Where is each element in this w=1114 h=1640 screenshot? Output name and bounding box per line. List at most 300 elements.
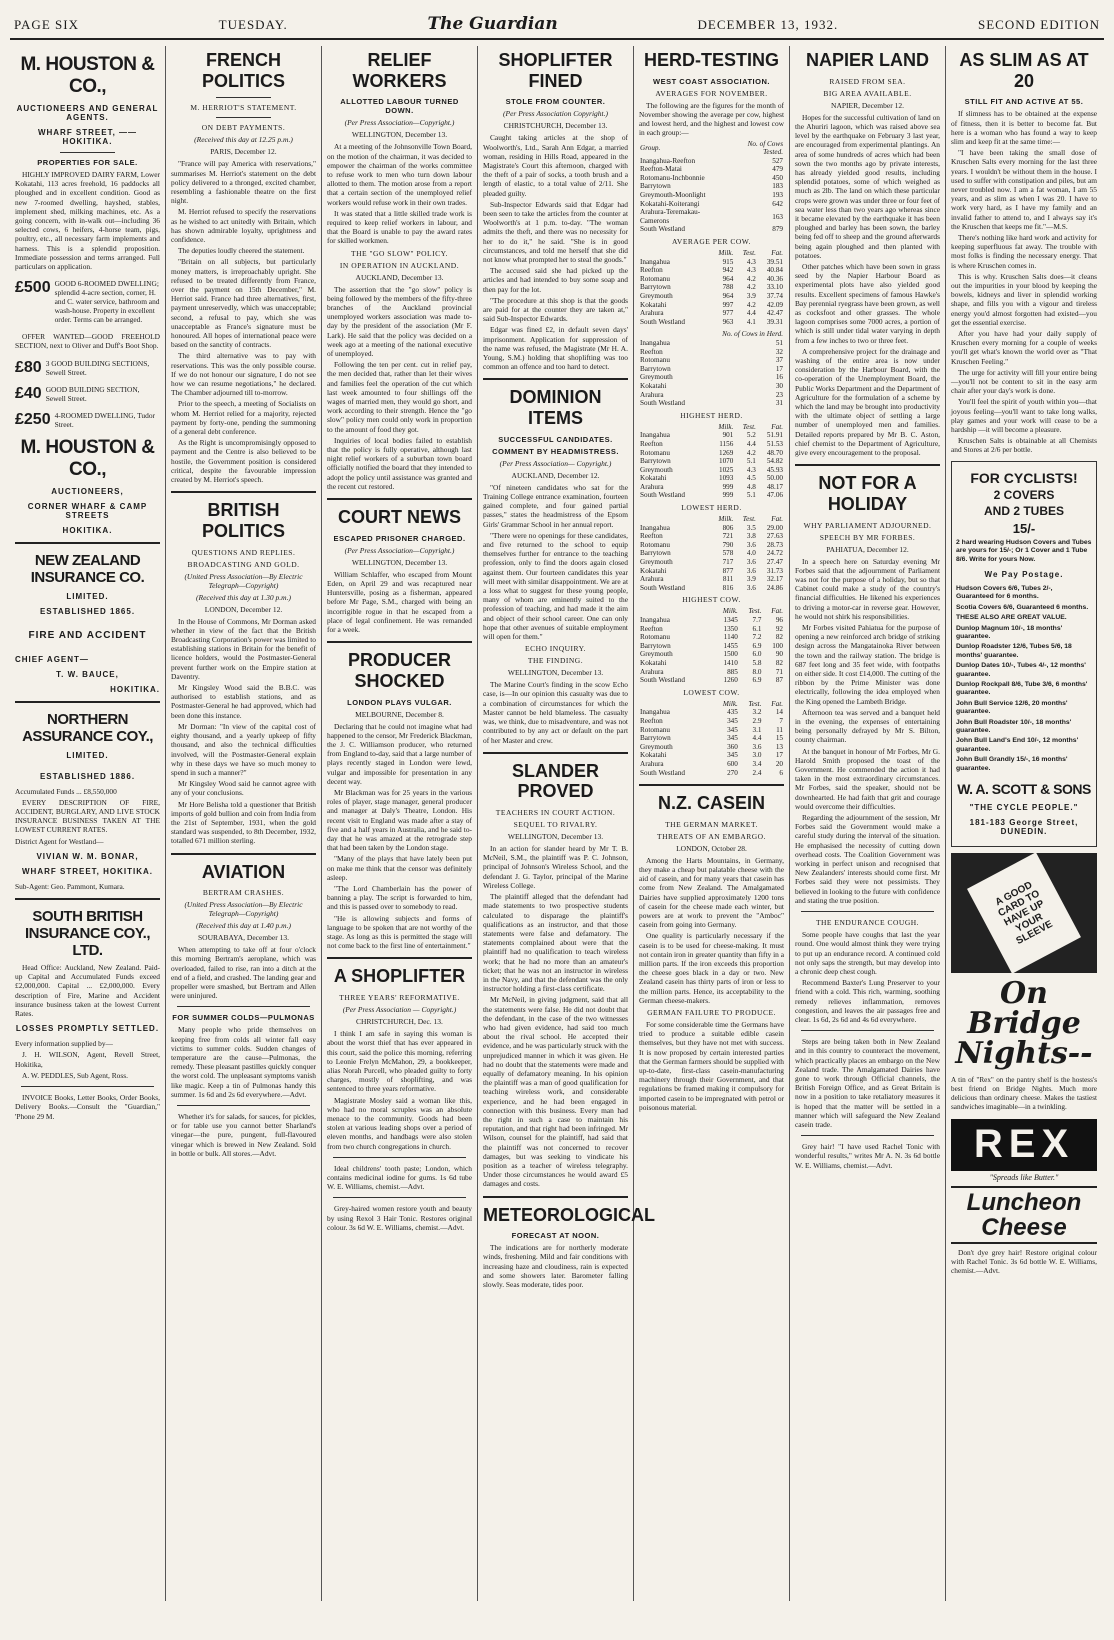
table-header-row [639, 330, 784, 339]
table-cell: 3.9 [746, 575, 756, 584]
table-cell: 479 [772, 165, 783, 174]
table-cell: 816 [722, 583, 734, 592]
northern-funds: Accumulated Funds ... £8,550,000 [15, 786, 117, 796]
article-paragraph: I think I am safe in saying this woman is about the worst thief that has ever appeared in this court, said the police this morning, referring to Leonie Frelyn McMahon, 29, a bookkeeper, alias Norah Purcell, who pleaded guilty to forty charges, mostly of shoplifting, and was sentenced to three years reformative. [327, 1029, 472, 1094]
table-cell: 33.10 [766, 283, 783, 292]
article-subhead: BIG AREA AVAILABLE. [823, 88, 912, 98]
table-cell: Kokatahi [640, 474, 667, 483]
table-cell: Inangahua-Reefton [640, 156, 696, 165]
table-cell: 901 [722, 431, 734, 440]
table-cell: Rotomanu [640, 540, 670, 549]
table-header-cell: Group. [640, 143, 661, 152]
table-cell: 879 [772, 225, 783, 234]
article-subhead: SEQUEL TO RIVALRY. [513, 820, 598, 830]
divider [21, 1086, 154, 1087]
table-cell: 345 [727, 716, 738, 725]
article-headline: AS SLIM AS AT 20 [959, 50, 1089, 91]
table-cell: Barrytown [640, 641, 671, 650]
table-header-cell: Test. [742, 249, 756, 258]
advert-headline: FOR SUMMER COLDS—PULMONAS [172, 1013, 315, 1023]
newspaper-page [10, 8, 1104, 1620]
table-cell: Arahura [640, 390, 664, 399]
table-header-row [639, 423, 784, 432]
table-cell: Inangahua [640, 257, 670, 266]
cyclists-tubes: AND 2 TUBES [983, 503, 1064, 518]
table-cell: 39.31 [766, 317, 783, 326]
table-cell: 1260 [723, 676, 738, 685]
article-headline: N.Z. CASEIN [657, 793, 765, 814]
table-cell: Kokatahi-Koiterangi [640, 199, 700, 208]
table-cell: 790 [722, 540, 734, 549]
table-header-cell: Milk. [718, 422, 734, 431]
divider [483, 378, 628, 380]
page-number: PAGE SIX [14, 17, 79, 32]
table-cell: 4.2 [746, 274, 756, 283]
advert-paragraph: Some people have coughs that last the year round. One would almost think they were trying to put up an endurance record. A continued cold not only saps the strength, but may develop into a chronic deep chest cough. [795, 930, 940, 976]
cyclists-tyre-list [956, 585, 1092, 773]
table-header-cell: Milk. [718, 515, 734, 524]
price-amount: £80 [15, 358, 42, 376]
cyclists-description: 2 hard wearing Hudson Covers and Tubes are yours for 15/-; Or 1 Cover and 1 Tube 8/6. Write for yours Now. [956, 538, 1092, 563]
table-row [639, 449, 784, 458]
table-cell: 14 [775, 708, 783, 717]
northern-description: EVERY DESCRIPTION OF FIRE, ACCIDENT, BURGLARY, AND LIVE STOCK INSURANCE BUSINESS TAKEN AT THE LOWEST CURRENT RATES. [15, 797, 160, 835]
table-cell: Barrytown [640, 734, 671, 743]
table-cell: Arahura [640, 759, 664, 768]
article-paragraph: In a speech here on Saturday evening Mr Forbes said that the adjournment of Parliament was not for the purpose of a holiday, but so that Cabinet could make a study of the country's financial difficulties. He likened his experiences to driving a motor-car in reverse gear. However, he would not shirk his responsibilities. [795, 556, 940, 621]
article-subhead: STOLE FROM COUNTER. [505, 97, 606, 107]
table-row [639, 182, 784, 191]
divider [639, 784, 784, 786]
table-cell: Barrytown [640, 182, 671, 191]
article-credit: (Per Press Association—Copyright.) [344, 545, 455, 555]
table-cell: 3.6 [752, 742, 762, 751]
table-header-cell: No. of Cows in Herd. [722, 330, 783, 339]
south-british-ad-title: SOUTH BRITISH INSURANCE COY., LTD. [24, 908, 151, 960]
nzi-fire-accident: FIRE AND ACCIDENT [28, 629, 147, 641]
table-row [639, 466, 784, 475]
columns [10, 46, 1104, 1601]
advert-paragraph: Many people who pride themselves on keeping free from colds all winter fall easy victims to summer colds. Sudden changes of temperature are the cause—Pulmonas, the remedy. These pleasant pastilles quickly conquer the worst cold. The unpleasant symptoms vanish like magic. Keep a tin of Pulmonas handy this summer. 1s 6d and 2s 6d everywhere.—Advt. [171, 1025, 316, 1099]
table-row [639, 584, 784, 593]
advert-paragraph: The urge for activity will fill your entire being—you'll not be content to sit in the easy arm chair after your day's work is done. [951, 367, 1097, 396]
table-header-cell [639, 423, 709, 432]
table-row [639, 743, 784, 752]
masthead-day: TUESDAY. [218, 17, 288, 32]
article-paragraph: It was stated that a little skilled trade work is required to keep relief workers in labour, and that the Board is unable to pay the award rates for skilled workmen. [327, 208, 472, 246]
advert-subhead: THE ENDURANCE COUGH. [815, 918, 920, 928]
table-cell: Rotomanu [640, 274, 670, 283]
table-cell: 1500 [723, 650, 738, 659]
table-cell: 4.3 [746, 266, 756, 275]
article-paragraph: William Schlaffer, who escaped from Mount Eden, on April 29 and was recaptured near Huntersville, posing as a fisherman, appeared before Mr Page, S.M., charged with being an incorrigible rogue in that he escaped from a place of legal confinement. He was remanded for a week. [327, 569, 472, 634]
table-cell: 31.73 [766, 566, 783, 575]
article-subhead: GERMAN FAILURE TO PRODUCE. [647, 1008, 776, 1018]
tyre-list-item: Dunlop Dates 10/-, Tubes 4/-, 12 months' guarantee. [956, 662, 1086, 678]
table-cell: 6.0 [752, 650, 762, 659]
table-cell: 915 [722, 257, 734, 266]
table-cell: 15 [775, 734, 783, 743]
table-row [639, 668, 784, 677]
table-cell: 811 [722, 575, 734, 584]
table-cell: 7.7 [752, 616, 762, 624]
table-cell: 23 [775, 390, 783, 399]
table-cell: South Westland [640, 491, 686, 500]
cyclists-price: 15/- [1012, 520, 1036, 536]
table-cell: 806 [722, 523, 734, 532]
article-subhead: BERTRAM CRASHES. [202, 888, 285, 898]
table-row [639, 483, 784, 492]
table-cell: Reefton [640, 266, 663, 275]
table-cell: Kokatahi [640, 381, 667, 390]
article-subhead: QUESTIONS AND REPLIES. [191, 547, 296, 557]
table-header-cell: Milk. [722, 699, 738, 708]
table-cell: 4.8 [746, 482, 756, 491]
table-row [639, 157, 784, 166]
tyre-list-item: THESE ALSO ARE GREAT VALUE. [956, 614, 1067, 622]
table-row [639, 457, 784, 466]
article-paragraph: The deputies loudly cheered the statement. [178, 246, 305, 256]
table-cell: 3.2 [752, 708, 762, 717]
table-cell: 48.17 [766, 482, 783, 491]
table-cell: 5.8 [752, 658, 762, 667]
table-row [639, 524, 784, 533]
table-cell: 788 [722, 283, 734, 292]
south-british-text: Head Office: Auckland, New Zealand. Paid-up Capital and Accumulated Funds exceed £2,000,000. Capital ... £2,000,000. Every description of Fire, Marine and Accident insurance business taken at the lowest Current Rates. [15, 963, 160, 1019]
nzi-agent-town: HOKITIKA. [110, 684, 160, 694]
article-paragraph: "The Lord Chamberlain has the power of banning a play. The script is forwarded to him, and this is passed over to somebody to read. [327, 884, 472, 912]
nzi-ad-title: NEW ZEALAND INSURANCE CO. [30, 551, 145, 586]
table-header-cell [639, 330, 701, 339]
masthead-date: DECEMBER 13, 1932. [697, 17, 839, 32]
advert-paragraph: This is why. Kruschen Salts does—it cleans out the impurities in your blood by keeping the bowels, kidneys and liver in splendid working shape, and fills you with a vigour and tireless energy you'd almost forgotten had existed—you get the essential exercise. [951, 271, 1097, 327]
article-subhead: WEST COAST ASSOCIATION. [653, 76, 770, 86]
table-cell: 47.06 [766, 491, 783, 500]
article-dateline: AUCKLAND, December 13. [355, 272, 444, 282]
article-dateline: PARIS, December 12. [210, 147, 277, 157]
article-headline: A SHOPLIFTER [333, 966, 466, 987]
masthead [10, 8, 1104, 40]
article-paragraph: The assertion that the "go slow" policy is being followed by the members of the fifty-three branches of the Auckland provincial unemployed workers association was made to-day by the president of the association (Mr F. Lark). He said that the policy was decided on a week ago at a meeting of the national executive of unemployed. [327, 284, 472, 359]
cyclists-advert [951, 461, 1097, 847]
table-cell: Greymouth-Moonlight [640, 191, 706, 200]
table-cell: Rotomanu [640, 725, 670, 734]
table-cell: 2.9 [752, 716, 762, 725]
table-cell: Arahura-Teremakau-Camerons [640, 208, 701, 225]
article-paragraph: Mr Kingsley Wood said he cannot agree with any of your conclusions. [171, 779, 316, 798]
table-cell: 1350 [723, 624, 738, 633]
article-paragraph: M. Herriot refused to specify the reservations as he wished to act unitedly with Britain, which has shown admirable loyalty, uprightness and confidence. [171, 207, 316, 244]
article-subhead: M. HERRIOT'S STATEMENT. [190, 103, 297, 113]
table-cell: 3.6 [746, 540, 756, 549]
article-subhead: THREATS OF AN EMBARGO. [657, 831, 766, 841]
tyre-list-item: Hudson Covers 6/6, Tubes 2/-, Guaranteed for 6 months. [956, 584, 1053, 601]
article-paragraph: Afternoon tea was served and a banquet held in the evening, the expenses of entertaining being personally defrayed by Mr S. Bilton, county chairman. [795, 707, 940, 745]
table-cell: 37 [775, 356, 783, 365]
south-british-subagent: A. W. PEDDLES, Sub Agent, Ross. [22, 1070, 128, 1080]
highest-cow-table [639, 607, 784, 684]
table-cell: 3.9 [746, 292, 756, 300]
table-cell: 193 [772, 191, 783, 200]
south-british-settled: LOSSES PROMPTLY SETTLED. [15, 1024, 160, 1034]
article-dateline: LONDON, October 28. [676, 843, 747, 853]
scott-subtitle: "THE CYCLE PEOPLE." [969, 803, 1079, 813]
table-row [639, 174, 784, 183]
table-header-cell: Test. [742, 515, 756, 524]
table-cell: South Westland [640, 768, 686, 777]
table-cell: 40.36 [766, 274, 783, 283]
table-cell: 270 [727, 768, 738, 777]
table-cell: 964 [722, 274, 734, 283]
article-subhead: THE GERMAN MARKET. [665, 819, 758, 829]
table-cell: 90 [775, 650, 783, 659]
table-cell: 977 [722, 309, 734, 318]
article-dateline: PAHIATUA, December 12. [826, 544, 909, 554]
article-dateline: WELLINGTON, December 13. [507, 668, 604, 678]
advert-paragraph: Kruschen Salts is obtainable at all Chemists and Stores at 2/6 per bottle. [951, 436, 1097, 455]
houston-ad-title: M. HOUSTON & CO., [20, 436, 155, 480]
article-credit: (Received this day at 12.25 p.m.) [194, 135, 293, 145]
price-amount: £250 [15, 410, 51, 428]
table-header-cell [639, 515, 709, 524]
table-cell: 4.3 [746, 465, 756, 474]
property-listing: HIGHLY IMPROVED DAIRY FARM, Lower Kokatahi, 113 acres freehold, 16 paddocks all ploughed and in excellent condition. Good as new 7-roomed dwelling, hayshed, stables, implement shed, milking machines, etc. As a going concern, with in-walk out—including 36 selected cows, 6 heifers, 4-horse team, pigs, poultry, etc., all necessary farm implements and harness. This is a splendid proposition. Immediate possession and terms arranged. Full particulars on application. [15, 170, 160, 272]
column-1 [10, 46, 166, 1601]
table-row [639, 365, 784, 374]
divider [60, 152, 115, 153]
table-cell: 4.4 [746, 439, 756, 448]
column-3 [322, 46, 478, 1601]
northern-ad-title: NORTHERN ASSURANCE COY., [22, 710, 153, 745]
table-row [639, 726, 784, 735]
table-cell: 1156 [719, 439, 734, 448]
article-subhead: THREE YEARS' REFORMATIVE. [339, 993, 460, 1003]
article-subhead: COMMENT BY HEADMISTRESS. [492, 446, 619, 456]
article-subhead: ALLOTTED LABOUR TURNED DOWN. [340, 97, 459, 116]
table-header-cell: Fat. [771, 515, 783, 524]
table-cell: 435 [727, 708, 738, 717]
table-cell: Rotomanu [640, 448, 670, 457]
divider [171, 491, 316, 493]
table-cell: South Westland [640, 317, 686, 326]
table-row [639, 676, 784, 685]
article-credit: (Per Press Association— Copyright.) [499, 458, 612, 468]
article-paragraph: "Many of the plays that have lately been put on make me think that the censor was definitely asleep. [327, 854, 472, 882]
article-subhead: ON DEBT PAYMENTS. [201, 123, 286, 133]
table-cell: 48.70 [766, 448, 783, 457]
divider [327, 498, 472, 500]
table-row [639, 318, 784, 327]
table-cell: 721 [722, 532, 734, 541]
table-cell: South Westland [640, 676, 686, 685]
northern-agent-label: District Agent for Westland— [15, 836, 104, 846]
advert-paragraph: Ideal childrens' tooth paste; London, which contains medicinal iodine for gums. 1s 6d tube W. E. Williams, chemist.—Advt. [327, 1163, 472, 1192]
table-row [639, 717, 784, 726]
article-dateline: LONDON, December 12. [204, 604, 283, 614]
table-cell: 31 [775, 399, 783, 408]
article-dateline: SOURABAYA, December 13. [198, 933, 289, 943]
table-cell: 87 [775, 676, 783, 685]
divider [483, 752, 628, 754]
article-subhead: SPEECH BY MR FORBES. [819, 532, 916, 542]
advert-paragraph: Don't dye grey hair! Restore original colour with Rachel Tonic. 3s 6d bottle W. E. Williams, chemist.—Advt. [951, 1247, 1097, 1275]
table-cell: 963 [722, 317, 734, 326]
table-cell: Kokatahi [640, 566, 667, 575]
table-row [639, 474, 784, 483]
article-headline: AVIATION [201, 861, 286, 882]
table-header-cell [639, 607, 712, 616]
table-cell: 4.5 [746, 474, 756, 483]
article-subhead: ECHO INQUIRY. [525, 644, 586, 654]
divider [15, 542, 160, 544]
article-headline: BRITISH POLITICS [201, 500, 285, 541]
article-paragraph: Declaring that he could not imagine what had happened to the censor, Mr Frederick Blackman, the J. C. Williamson producer, who returned from England to-day, said that a large number of plays recently staged in London were lewd, vulgar and impossible for presentation in any decent way. [327, 721, 472, 786]
table-cell: 345 [727, 725, 738, 734]
houston-ad-title: M. HOUSTON & CO., [20, 54, 155, 97]
table-cell: 24.86 [766, 583, 783, 592]
table-row [639, 642, 784, 651]
article-paragraph: Inquiries of local bodies failed to establish that the policy is fully operative, although last night relief workers of a suburban town board officially notified the board that they intended to adopt the policy until assistance was granted and the recent cut restored. [327, 435, 472, 491]
northern-address: WHARF STREET, HOKITIKA. [22, 866, 153, 876]
table-cell: 717 [722, 558, 734, 567]
article-dateline: NAPIER, December 12. [831, 100, 904, 110]
advert-paragraph: Recommend Baxter's Lung Preserver to your friend with a cold. This rich, warming, soothing remedy relieves inflammation, removes congestion, and leaves the air passages free and clear. 1s 6d, 2s 6d and 4s 6d everywhere. [795, 978, 940, 1024]
invoice-books-ad: INVOICE Books, Letter Books, Order Books, Delivery Books.—Consult the "Guardian," 'Phone 29 M. [15, 1093, 160, 1121]
article-dateline: WELLINGTON, December 13. [351, 130, 448, 140]
table-cell: 1093 [718, 474, 734, 483]
northern-established: ESTABLISHED 1886. [39, 771, 136, 781]
table-cell: Reefton [640, 716, 663, 725]
column-6 [790, 46, 946, 1601]
south-british-agent: J. H. WILSON, Agent, Revell Street, Hokitika, [15, 1050, 160, 1069]
article-paragraph: Edgar was fined £2, in default seven days' imprisonment. Application for suppression of the name was refused, the Magistrate (Mr H. A. Young, S.M.) holding that shoplifting was too common an offence and too hard to detect. [483, 325, 628, 372]
article-dateline: WELLINGTON, December 13. [351, 557, 448, 567]
tyre-list-item: Dunlop Rockpall 8/6, Tube 3/6, 6 months' guarantee. [956, 680, 1088, 697]
table-cell: 51.53 [766, 439, 783, 448]
south-british-info: Every information supplied by— [15, 1039, 113, 1049]
table-header-cell: Test. [748, 699, 762, 708]
scott-address: 181-183 George Street, DUNEDIN. [969, 818, 1079, 837]
scott-title: W. A. SCOTT & SONS [957, 781, 1091, 798]
table-cell: Reefton [640, 347, 663, 356]
table-header-cell: Fat. [771, 699, 783, 708]
article-subhead: AVERAGES FOR NOVEMBER. [655, 88, 768, 98]
table-row [639, 769, 784, 778]
table-cell: Reefton [640, 624, 663, 633]
table-cell: 3.6 [746, 558, 756, 567]
table-heading: HIGHEST COW. [682, 595, 741, 605]
table-cell: 527 [772, 156, 783, 165]
table-cell: 360 [727, 742, 738, 751]
offer-wanted: OFFER WANTED—GOOD FREEHOLD SECTION, next to Oliver and Duff's Boot Shop. [15, 332, 160, 351]
table-row [639, 558, 784, 567]
divider [177, 1006, 310, 1007]
table-cell: 5.1 [746, 457, 756, 466]
table-cell: 1345 [723, 616, 738, 624]
table-header-cell: Fat. [771, 249, 783, 258]
table-cell: South Westland [640, 225, 686, 234]
table-cell: 82 [775, 633, 783, 642]
table-cell: 20 [775, 759, 783, 768]
table-cell: Kokatahi [640, 300, 667, 309]
table-cell: 942 [722, 266, 734, 275]
price-listing [15, 359, 160, 377]
article-subhead: RAISED FROM SEA. [829, 76, 906, 86]
divider [801, 1135, 934, 1136]
article-paragraph: As the Right is uncompromisingly opposed to payment and the Centre is also believed to be hostile, the Government position is considered critical, despite the favourable impression created by M. Herriot's speech. [171, 438, 316, 485]
table-row [639, 283, 784, 292]
article-paragraph: Mr Blackman was for 25 years in the various roles of player, stage manager, general producer and manager at Daly's Theatre, London. His recent visit to England was made after a stay of five and a half years in Australia, and he said to-day that he was amazed at the retrograde step that had been taken by the London stage. [327, 787, 472, 853]
houston-ad-town: HOKITIKA. [62, 525, 113, 535]
table-header-cell: Fat. [771, 607, 783, 616]
table-cell: 27.63 [766, 532, 783, 541]
table-row [639, 440, 784, 449]
table-cell: 24.72 [766, 549, 783, 558]
article-paragraph: In an action for slander heard by Mr T. B. McNeil, S.M., the plaintiff was P. C. Johnson, principal of Johnson's Wireless School, and the defendant J. G. Taylor, principal of the Marine Wireless College. [483, 844, 628, 890]
price-amount: £40 [15, 384, 42, 402]
table-row [639, 309, 784, 318]
article-subhead: IN OPERATION IN AUCKLAND. [339, 260, 460, 270]
table-row [639, 431, 784, 440]
divider [801, 911, 934, 912]
table-cell: Rotomanu [640, 633, 670, 642]
nzi-established: ESTABLISHED 1865. [39, 606, 136, 616]
table-cell: Inangahua [640, 616, 670, 624]
table-row [639, 751, 784, 760]
table-header-cell: Fat. [771, 422, 783, 431]
article-headline: NOT FOR A HOLIDAY [818, 473, 917, 514]
article-dateline: WELLINGTON, December 13. [507, 832, 604, 842]
table-cell: 40.84 [766, 266, 783, 275]
divider [15, 898, 160, 900]
table-cell: Barrytown [640, 457, 671, 466]
table-cell: 6.9 [752, 676, 762, 685]
article-subhead: ESCAPED PRISONER CHARGED. [333, 533, 466, 543]
table-row [639, 301, 784, 310]
table-cell: 1269 [718, 448, 734, 457]
advert-paragraph: There's nothing like hard work and activity for keeping superfluous fat away. The trouble with most folks is finding the necessary energy. That is where Kruschen comes in. [951, 233, 1097, 270]
article-credit: (Per Press Association—Copyright.) [344, 118, 455, 128]
article-subhead: WHY PARLIAMENT ADJOURNED. [803, 520, 932, 530]
article-paragraph: Other patches which have been sown in grass seed by the Napier Harbour Board as experimental plots have also yielded good results. Excellent specimens of famous Hawke's Bay perennial ryegrass have been grown, as well as cocksfoot and other grasses. The whole lagoon comprises some 7000 acres, a portion of which is still under tidal water varying in depth from a few inches to two or three feet. [795, 261, 940, 345]
table-row [639, 567, 784, 576]
table-row [639, 575, 784, 584]
table-cell: Barrytown [640, 364, 671, 373]
table-cell: 7.2 [752, 633, 762, 642]
article-paragraph: Hopes for the successful cultivation of land on the Ahuriri lagoon, which was raised above sea level by the earthquake on February 3 last year, are encouraged from experimental plantings. An area of some hundreds of acres which had been sown the two months ago by private interests, has already yielded good results, including splendid potatoes, some of which weighed as much as 2lb. The land on which these particular crops were grown was under three or four feet of sea water less than two years ago whereas since it became elevated by the earthquake it has been ploughed and barley has been sown, the barley being fed off to sheep and the ground afterwards being again ploughed and then planted with potatoes. [795, 112, 940, 260]
article-dateline: CHRISTCHURCH, Dec. 13. [356, 1017, 443, 1027]
article-paragraph: Mr Kingsley Wood said the B.B.C. was authorised to establish stations, and as Postmaster-General he had approved, which had been done this instance. [171, 683, 316, 720]
table-cell: 3.4 [752, 759, 762, 768]
table-cell: 16 [775, 373, 783, 382]
article-paragraph: "Of nineteen candidates who sat for the Training College entrance examination, fourteen gained complete, and four gained partial passes," states the headmistress of the Epsom Girls' Grammar School in her annual report. [483, 482, 628, 529]
table-cell: 5.1 [746, 491, 756, 500]
table-row [639, 373, 784, 382]
table-cell: 4.2 [746, 283, 756, 292]
playing-card: A GOOD CARD TO HAVE UP YOUR SLEEVE [967, 852, 1081, 973]
table-cell: 39.51 [766, 257, 783, 266]
article-paragraph: A comprehensive project for the drainage and washing of the entire area is now under consideration by the Harbour Board, with the co-operation of the Unemployment Board, the Public Works Department and the Department of Agriculture for the formulation of a scheme by which the land may be brought into productivity with the ultimate object of settling a large number of unemployed men and families. Detailed reports prepared by Mr B. C. Aston, chief chemist to the Department of Agriculture, give every encouragement to the proposal. [795, 346, 940, 457]
table-cell: Greymouth [640, 373, 673, 382]
article-headline: SHOPLIFTER FINED [498, 50, 613, 91]
article-subhead: TEACHERS IN COURT ACTION. [495, 808, 616, 818]
table-cell: 345 [727, 734, 738, 743]
divider [333, 1197, 466, 1198]
table-cell: 3.0 [752, 751, 762, 760]
article-dateline: MELBOURNE, December 8. [355, 709, 444, 719]
table-cell: 5.2 [746, 431, 756, 440]
article-paragraph: The indications are for northerly moderate winds, freshening. Mild and fair conditions with increasing haze and cloudiness, rain is expected and some showers later. Barometer falling slowly. Seas moderate, tides poor. [483, 1243, 628, 1290]
